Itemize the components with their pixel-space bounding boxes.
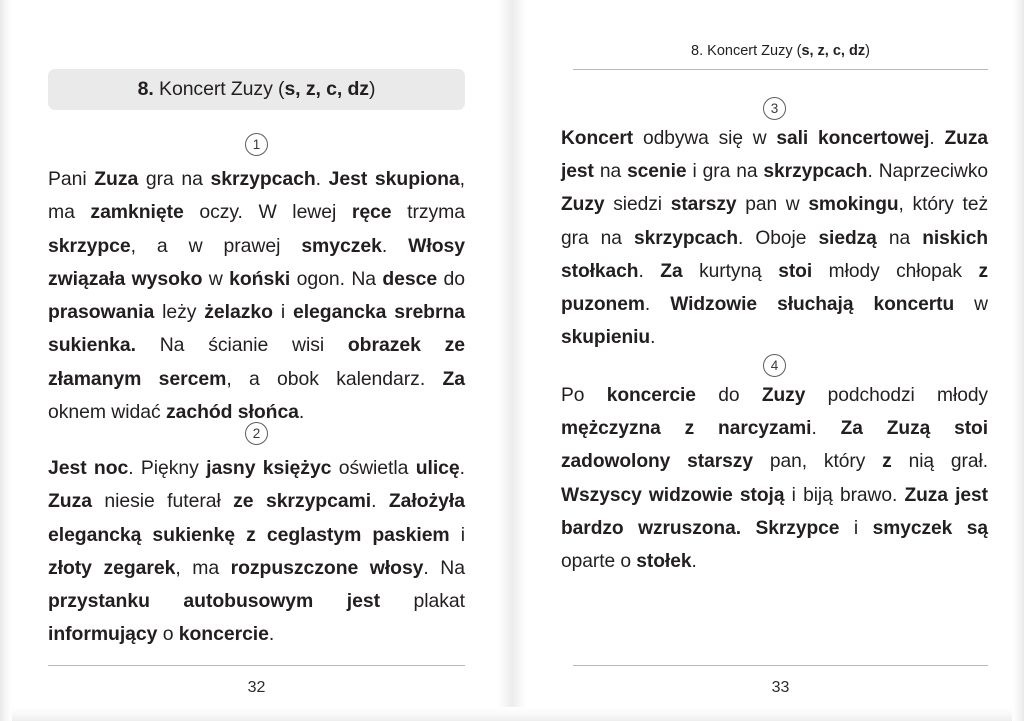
- running-header-phonemes: s, z, c, dz: [801, 43, 866, 59]
- paragraph-marker-3: [561, 97, 988, 120]
- paragraph-marker-4: [561, 354, 988, 377]
- paragraph-marker-1: [48, 133, 465, 156]
- unit-number: 8.: [137, 78, 154, 100]
- running-header-close: ): [865, 43, 870, 59]
- paragraph-marker-2-number: 2: [245, 422, 268, 445]
- right-page-number: 33: [771, 679, 790, 696]
- left-page-number: 32: [247, 679, 266, 696]
- right-header-rule: [573, 69, 988, 70]
- unit-title: [138, 78, 376, 101]
- paragraph-marker-3-number: 3: [763, 97, 786, 120]
- right-page-content: [561, 0, 988, 721]
- right-page: [512, 0, 1024, 721]
- paragraph-1: Pani Zuza gra na skrzypcach. Jest skupiona, ma zamknięte oczy. W lewej ręce trzyma skrzypce, a w prawej smyczek. Włosy związała wysoko w koński ogon. Na desce do prasowania leży żelazko i elegancka srebrna sukienka. Na ścianie wisi obrazek ze złamanym sercem, a obok kalendarz. Za oknem widać zachód słońca.: [48, 168, 466, 424]
- paragraph-4: Po koncercie do Zuzy podchodzi młody mężczyzna z narcyzami. Za Zuzą stoi zadowolony starszy pan, który z nią grał. Wszyscy widzowie stoją i biją brawo. Zuza jest bardzo wzruszona. Skrzypce i smyczek są oparte o stołek.: [561, 385, 989, 573]
- right-footer-rule: [573, 665, 988, 666]
- paragraph-marker-2: [48, 422, 465, 445]
- paragraph-3: Koncert odbywa się w sali koncertowej. Zuza jest na scenie i gra na skrzypcach. Naprzeciwko Zuzy siedzi starszy pan w smokingu, który też gra na skrzypcach. Oboje siedzą na niskich stołkach. Za kurtyną stoi młody chłopak z puzonem. Widzowie słuchają koncertu w skupieniu.: [561, 128, 989, 349]
- paragraph-marker-4-number: 4: [763, 354, 786, 377]
- running-header: [573, 43, 988, 59]
- running-header-prefix: 8. Koncert Zuzy (: [691, 43, 802, 59]
- left-page-content: [48, 0, 465, 721]
- unit-title-text: Koncert Zuzy (: [153, 78, 285, 100]
- unit-title-close: ): [368, 78, 376, 100]
- unit-title-banner: [48, 69, 465, 110]
- left-footer-rule: [48, 665, 465, 666]
- unit-phonemes: s, z, c, dz: [284, 78, 369, 100]
- paragraph-marker-1-number: 1: [245, 133, 268, 156]
- paragraph-2: Jest noc. Piękny jasny księżyc oświetla ulicę. Zuza niesie futerał ze skrzypcami. Założyła elegancką sukienkę z ceglastym paskiem i złoty zegarek, ma rozpuszczone włosy. Na przystanku autobusowym jest plakat informujący o koncercie.: [48, 457, 465, 646]
